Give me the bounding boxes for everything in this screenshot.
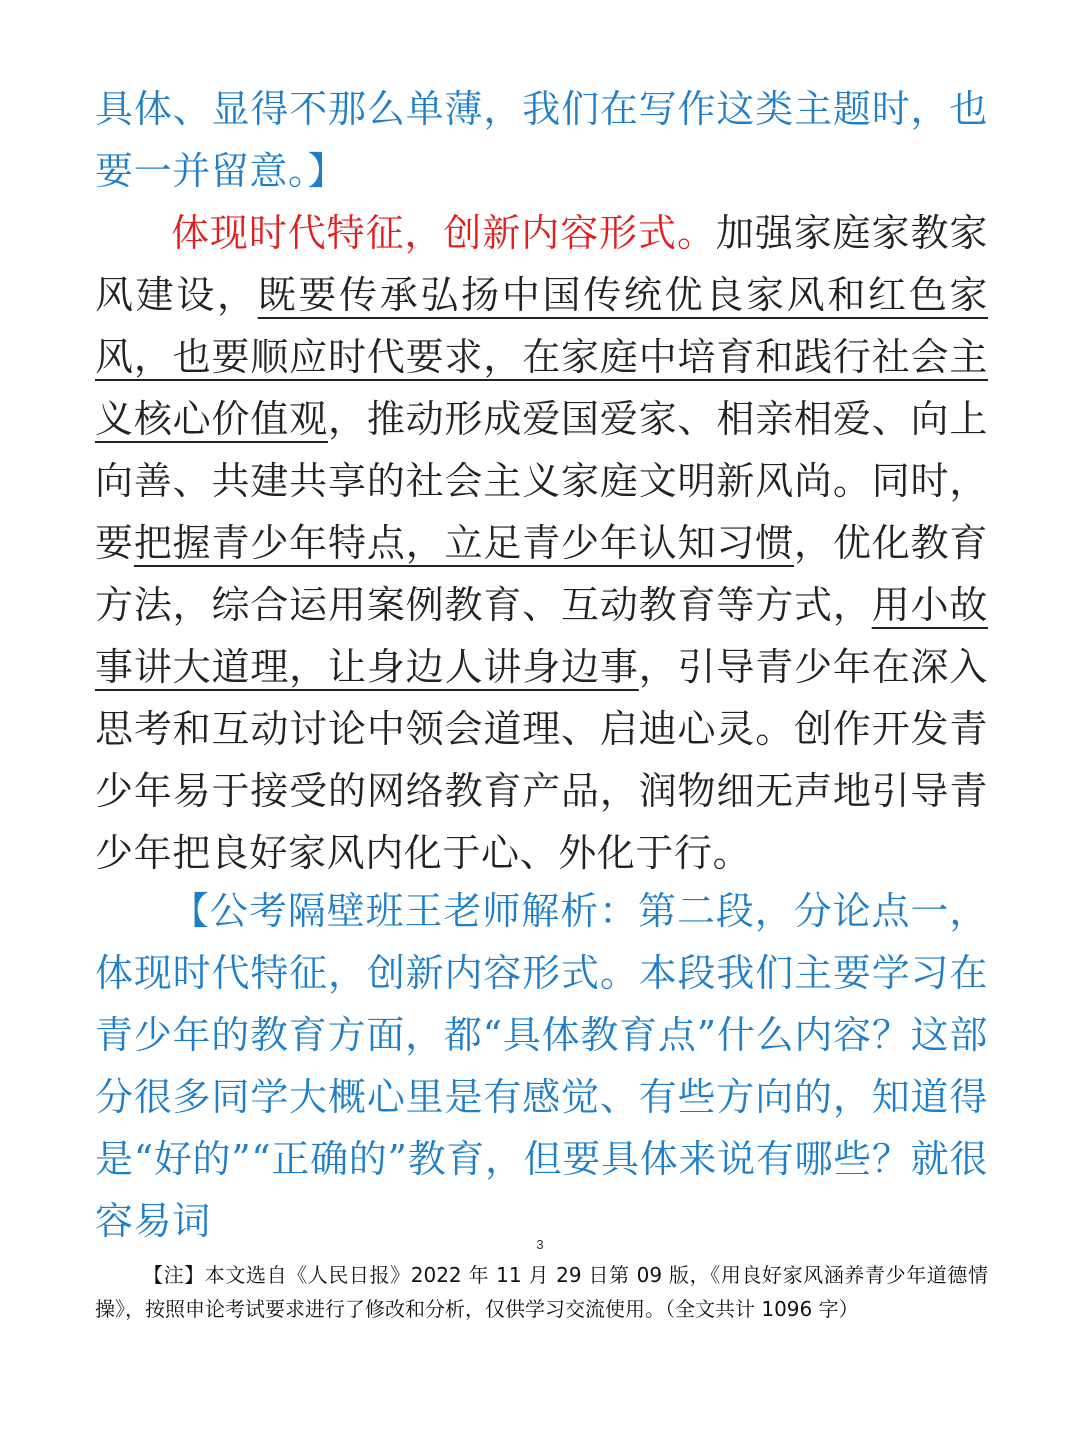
underlined-key-phrase: 把握青少年特点，立足青少年认知习惯 [133,521,795,565]
section-heading: 体现时代特征，创新内容形式。 [171,211,716,255]
underlined-key-phrase: 既要传承弘扬中国传统优良家风和红色家风，也要顺应时代要求，在家庭中培育和践行社会主义核心价值观 [95,273,988,441]
footnote [95,1258,988,1326]
footnote-text: 【注】本文选自《人民日报》2022 年 11 月 29 日第 09 版，《用良好家风涵养青少年道德情操》，按照申论考试要求进行了修改和分析，仅供学习交流使用。（全文共计 1096 字） [95,1263,988,1321]
body-text-segment: ，引导青少年在深入思考和互动讨论中领会道理、启迪心灵。创作开发青少年易于接受的网络教育产品，润物细无声地引导青少年把良好家风内化于心、外化于行。 [95,645,988,875]
analysis-continuation-text: 具体、显得不那么单薄，我们在写作这类主题时，也要一并留意。】 [95,87,988,193]
teacher-analysis-paragraph [95,880,988,1252]
main-body-paragraph [95,202,988,884]
body-text-segment: ，推动形成爱国爱家、相亲相爱、向上向善、共建共享的社会主义家庭文明新风尚。同时，要 [95,397,988,565]
analysis-continuation-paragraph [95,78,988,202]
page-number: 3 [536,1237,544,1252]
teacher-analysis-text: 【公考隔壁班王老师解析：第二段，分论点一，体现时代特征，创新内容形式。本段我们主要学习在青少年的教育方面，都“具体教育点”什么内容？这部分很多同学大概心里是有感觉、有些方向的，知道得是“好的”“正确的”教育，但要具体来说有哪些？就很容易词 [95,889,988,1243]
body-text-segment: ，优化教育方法，综合运用案例教育、互动教育等方式， [95,521,988,627]
underlined-key-phrase: 用小故事讲大道理，让身边人讲身边事 [95,583,988,689]
body-text-segment: 加强家庭家教家风建设， [95,211,988,317]
